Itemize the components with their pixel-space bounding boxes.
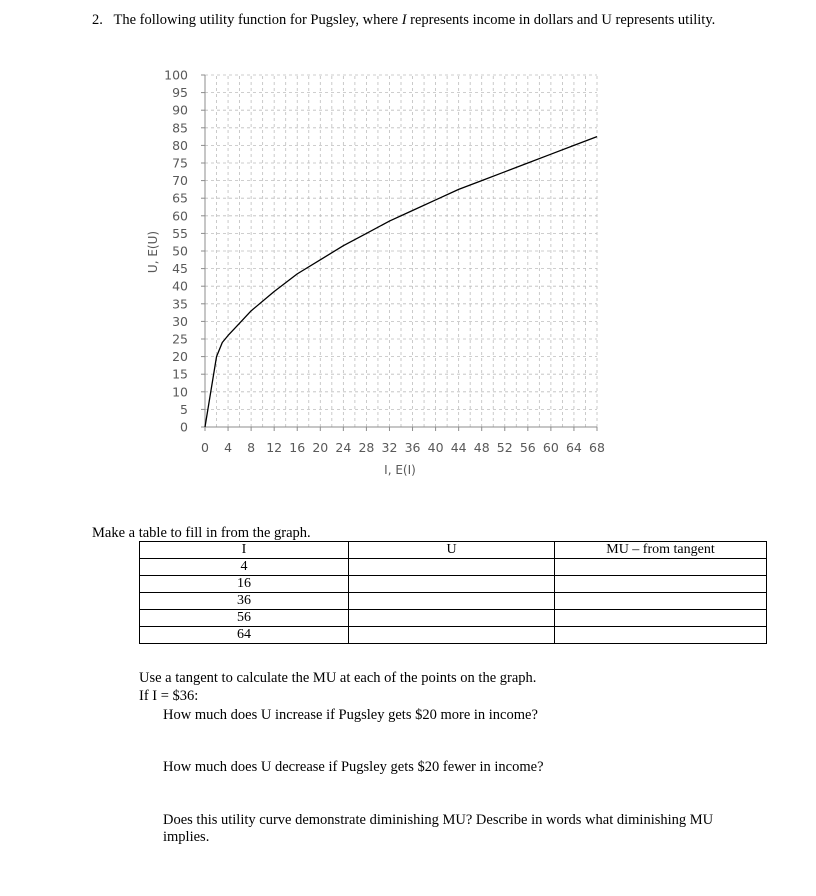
y-tick-label: 35 bbox=[172, 296, 188, 312]
question-increase: How much does U increase if Pugsley gets $20 more in income? bbox=[163, 707, 538, 723]
table-caption: Make a table to fill in from the graph. bbox=[92, 525, 311, 541]
y-tick-label: 10 bbox=[172, 384, 188, 400]
cell-mu[interactable] bbox=[555, 559, 767, 576]
cell-mu[interactable] bbox=[555, 593, 767, 610]
table-row bbox=[140, 627, 767, 644]
cell-income: 16 bbox=[140, 576, 349, 593]
y-tick-label: 85 bbox=[172, 120, 188, 136]
x-tick-label: 64 bbox=[565, 440, 582, 455]
y-tick-label: 25 bbox=[172, 331, 188, 347]
y-tick-label: 95 bbox=[172, 85, 188, 101]
header-income: I bbox=[140, 542, 349, 559]
question-text-after: represents income in dollars and U represents utility. bbox=[406, 12, 716, 28]
question-diminishing-mu: Does this utility curve demonstrate diminishing MU? Describe in words what diminishing MU bbox=[163, 812, 714, 828]
y-tick-label: 80 bbox=[172, 137, 188, 153]
x-tick-label: 20 bbox=[312, 440, 329, 455]
question-number: 2. bbox=[92, 12, 103, 28]
table-row bbox=[140, 559, 767, 576]
chart-grid bbox=[205, 75, 597, 427]
question-diminishing-mu-cont: implies. bbox=[163, 829, 210, 845]
y-tick-label: 15 bbox=[172, 366, 188, 382]
x-tick-label: 52 bbox=[496, 440, 513, 455]
x-tick-label: 28 bbox=[358, 440, 375, 455]
cell-utility[interactable] bbox=[349, 559, 555, 576]
x-tick-label: 8 bbox=[247, 440, 256, 455]
x-tick-label: 56 bbox=[519, 440, 536, 455]
x-tick-label: 68 bbox=[589, 440, 605, 455]
y-tick-label: 0 bbox=[180, 419, 188, 435]
x-tick-label: 12 bbox=[266, 440, 283, 455]
y-tick-label: 20 bbox=[172, 349, 188, 365]
table-row bbox=[140, 610, 767, 627]
question-decrease: How much does U decrease if Pugsley gets $20 fewer in income? bbox=[163, 759, 544, 775]
cell-income: 36 bbox=[140, 593, 349, 610]
table-row bbox=[140, 593, 767, 610]
x-tick-label: 44 bbox=[450, 440, 467, 455]
y-tick-label: 30 bbox=[172, 313, 188, 329]
x-tick-label: 0 bbox=[201, 440, 209, 455]
x-tick-label: 16 bbox=[289, 440, 306, 455]
y-tick-label: 90 bbox=[172, 102, 188, 118]
y-tick-label: 60 bbox=[172, 208, 188, 224]
question-text-before: The following utility function for Pugsley, where bbox=[113, 12, 402, 28]
y-tick-label: 75 bbox=[172, 155, 188, 171]
x-tick-label: 40 bbox=[427, 440, 444, 455]
y-tick-label: 5 bbox=[180, 401, 188, 417]
cell-utility[interactable] bbox=[349, 610, 555, 627]
x-tick-label: 24 bbox=[335, 440, 352, 455]
table-row bbox=[140, 576, 767, 593]
cell-utility[interactable] bbox=[349, 627, 555, 644]
condition-text: If I = $36: bbox=[139, 688, 199, 704]
y-tick-label: 50 bbox=[172, 243, 188, 259]
cell-mu[interactable] bbox=[555, 576, 767, 593]
cell-utility[interactable] bbox=[349, 576, 555, 593]
cell-income: 56 bbox=[140, 610, 349, 627]
income-variable: I bbox=[401, 12, 407, 28]
x-tick-label: 4 bbox=[224, 440, 233, 455]
x-tick-label: 48 bbox=[473, 440, 490, 455]
tangent-instruction: Use a tangent to calculate the MU at each of the points on the graph. bbox=[139, 670, 537, 686]
cell-utility[interactable] bbox=[349, 593, 555, 610]
cell-mu[interactable] bbox=[555, 627, 767, 644]
y-tick-label: 40 bbox=[172, 278, 188, 294]
utility-table bbox=[139, 541, 767, 644]
y-tick-label: 100 bbox=[164, 67, 188, 83]
cell-mu[interactable] bbox=[555, 610, 767, 627]
y-tick-label: 65 bbox=[172, 190, 188, 206]
y-axis-label: U, E(U) bbox=[146, 230, 160, 274]
chart-tick-labels bbox=[164, 68, 605, 456]
cell-income: 64 bbox=[140, 627, 349, 644]
x-axis-label: I, E(I) bbox=[384, 463, 416, 477]
x-tick-label: 36 bbox=[404, 440, 421, 455]
header-utility: U bbox=[349, 542, 555, 559]
y-tick-label: 45 bbox=[172, 261, 188, 277]
y-tick-label: 55 bbox=[172, 225, 188, 241]
header-mu: MU – from tangent bbox=[555, 542, 767, 559]
cell-income: 4 bbox=[140, 559, 349, 576]
x-tick-label: 60 bbox=[542, 440, 559, 455]
chart-axes bbox=[201, 75, 597, 431]
y-tick-label: 70 bbox=[172, 173, 188, 189]
table-header-row bbox=[140, 542, 767, 559]
x-tick-label: 32 bbox=[381, 440, 398, 455]
